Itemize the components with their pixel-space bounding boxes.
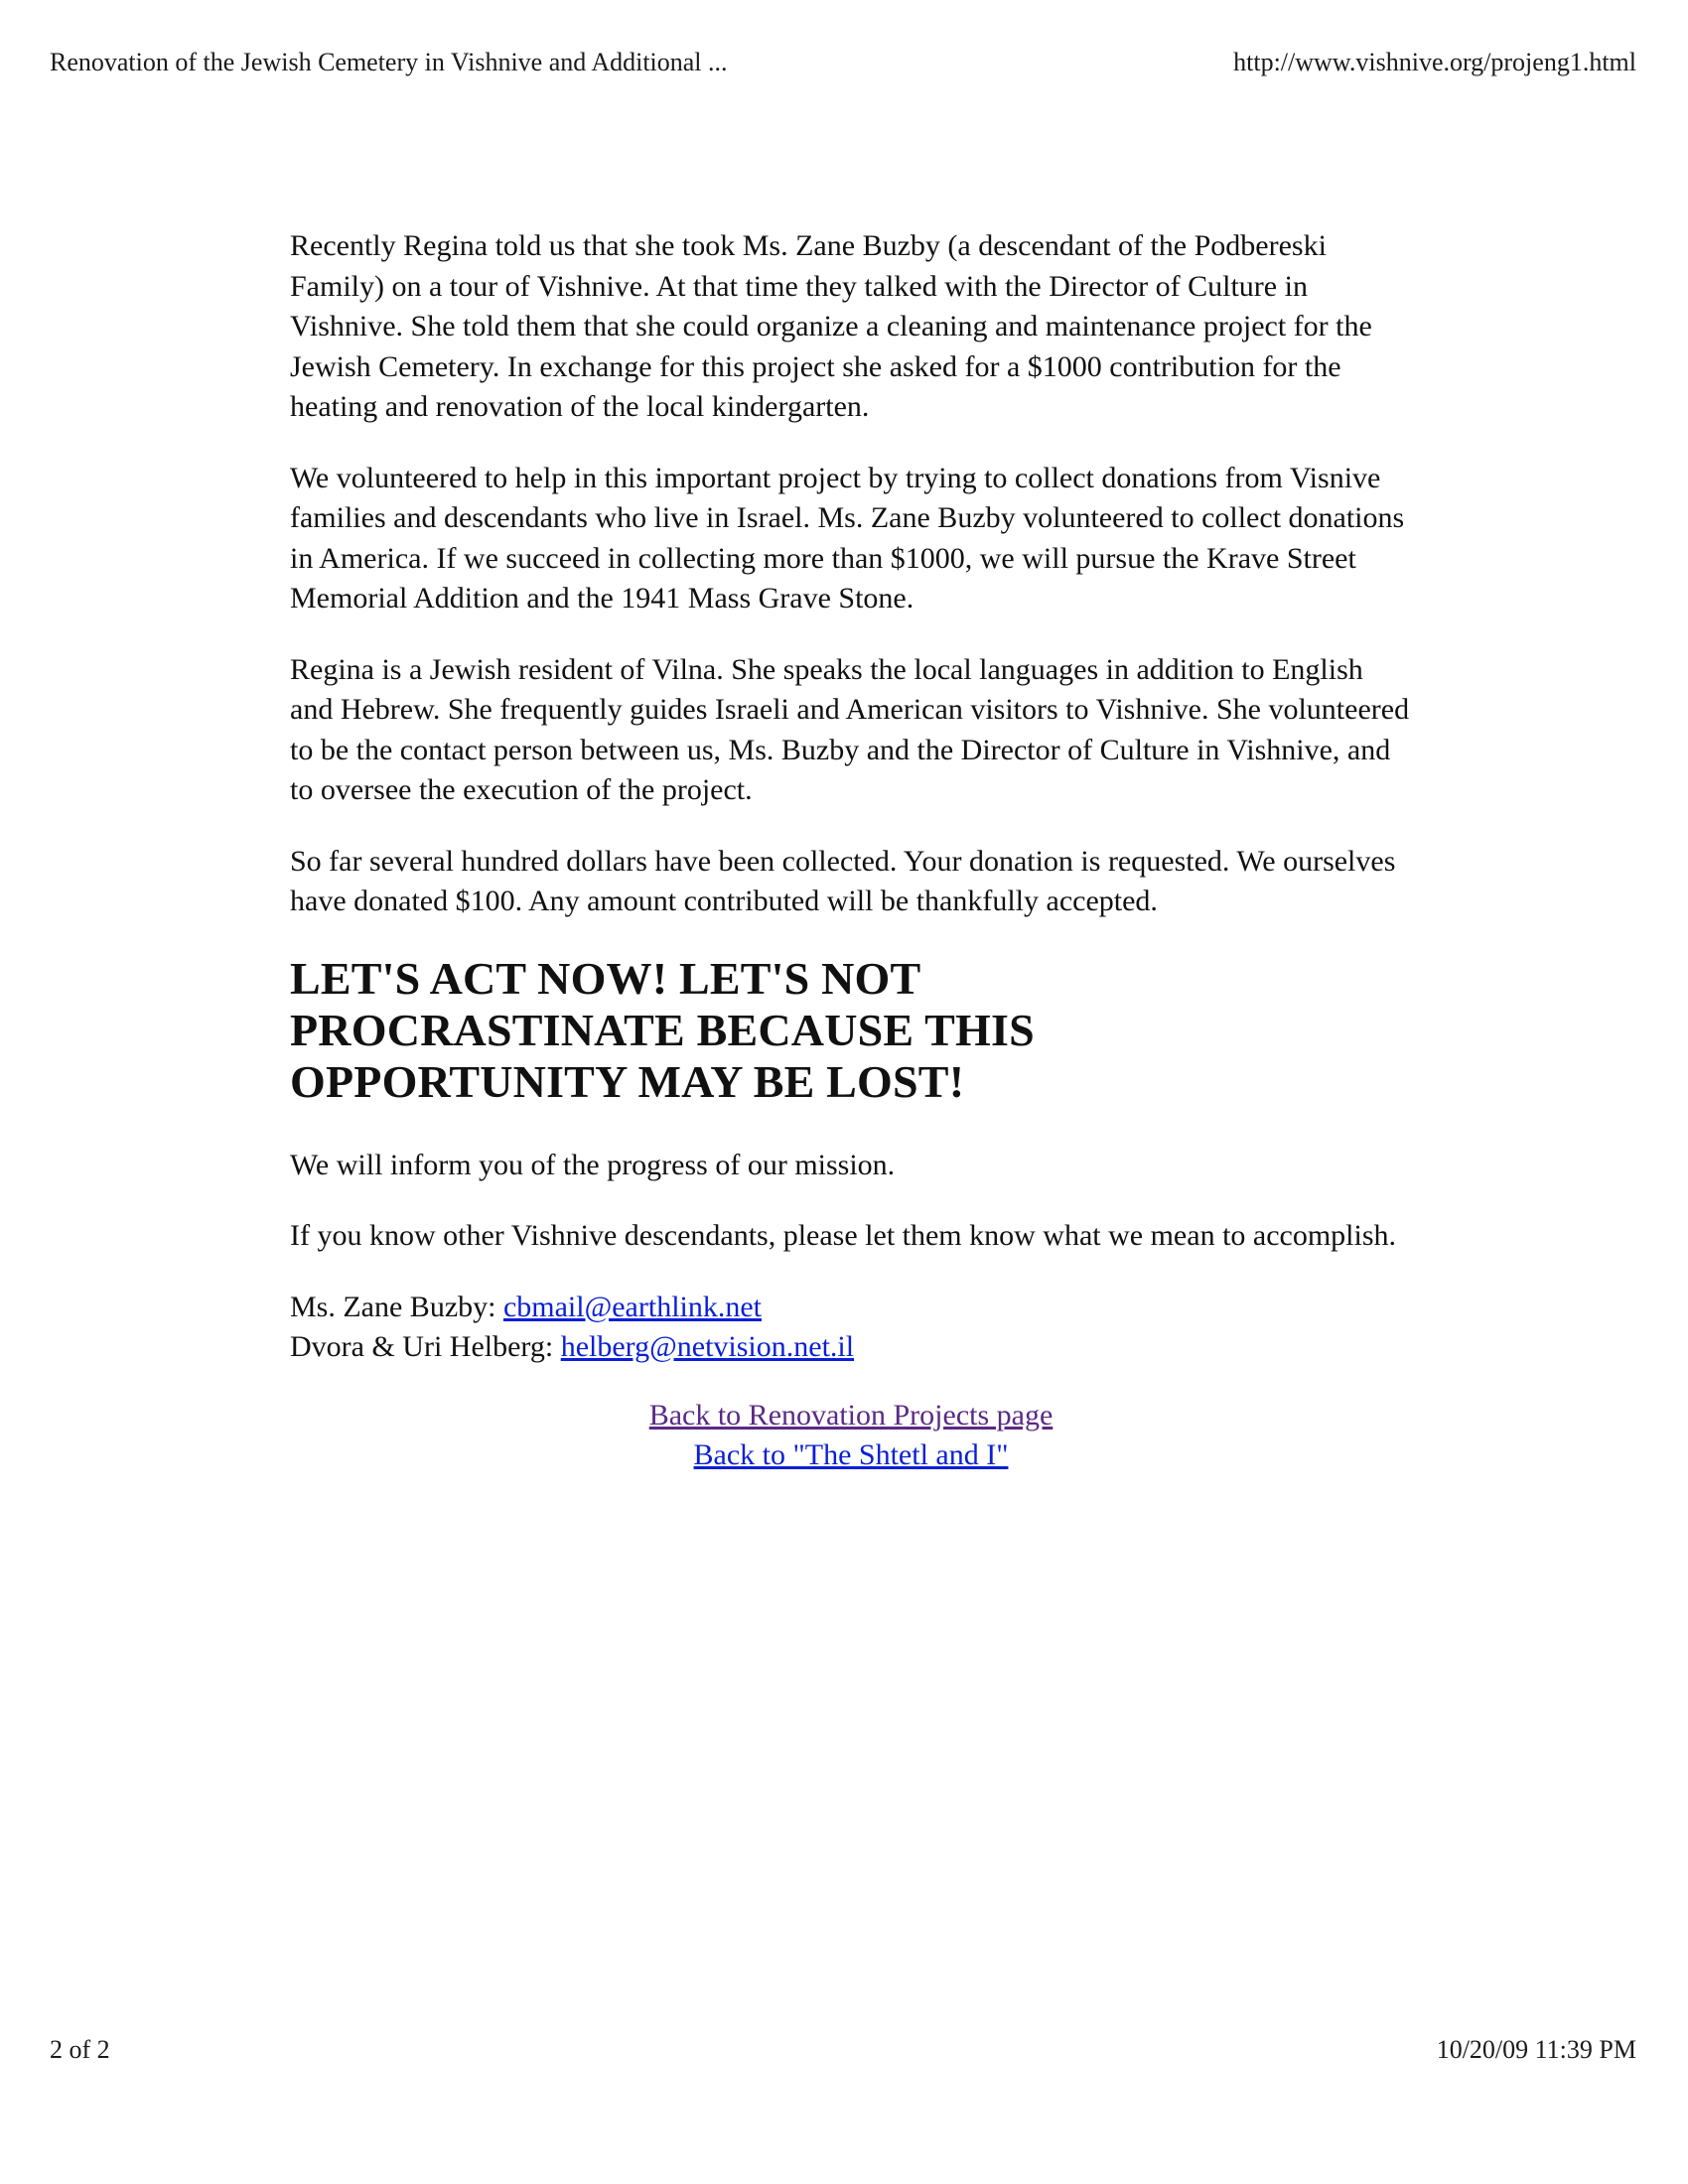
- paragraph-regina-tour: Recently Regina told us that she took Ms. Zane Buzby (a descendant of the Podbereski Family) on a tour of Vishnive. At that time they talked with the Director of Culture in Vishnive. She told them that she could organize a cleaning and maintenance project for the Jewish Cemetery. In exchange for this project she asked for a $1000 contribution for the heating and renovation of the local kindergarten.: [290, 229, 1372, 423]
- print-footer: [50, 2035, 1636, 2065]
- contact-buzby-email-link[interactable]: cbmail@earthlink.net: [502, 1290, 763, 1323]
- print-header: [50, 48, 1636, 77]
- headline-line-3: OPPORTUNITY MAY BE LOST!: [290, 1055, 965, 1107]
- print-header-url: http://www.vishnive.org/projeng1.html: [1233, 48, 1636, 76]
- page-content: [290, 226, 1412, 1476]
- back-to-renovation-projects-link[interactable]: Back to Renovation Projects page: [648, 1398, 1054, 1432]
- contact-helberg-label: Dvora & Uri Helberg:: [290, 1330, 561, 1363]
- paragraph-other-descendants: If you know other Vishnive descendants, please let them know what we mean to accomplish.: [290, 1219, 1397, 1252]
- call-to-action-headline: [290, 953, 1412, 1108]
- print-header-title: Renovation of the Jewish Cemetery in Vishnive and Additional ...: [50, 48, 728, 76]
- paragraph-regina-resident: Regina is a Jewish resident of Vilna. She speaks the local languages in addition to English and Hebrew. She frequently guides Israeli and American visitors to Vishnive. She volunteered to be the contact person between us, Ms. Buzby and the Director of Culture in Vishnive, and to oversee the execution of the project.: [290, 652, 1410, 806]
- contact-buzby-label: Ms. Zane Buzby:: [290, 1290, 503, 1323]
- paragraph-donations: So far several hundred dollars have been collected. Your donation is requested. We ourselves have donated $100. Any amount contributed will be thankfully accepted.: [290, 844, 1396, 917]
- headline-line-2: PROCRASTINATE BECAUSE THIS: [290, 1004, 1035, 1055]
- headline-line-1: LET'S ACT NOW! LET'S NOT: [290, 952, 921, 1004]
- navigation-links: [290, 1396, 1412, 1476]
- contact-helberg-email-link[interactable]: helberg@netvision.net.il: [560, 1330, 855, 1363]
- contact-list: [290, 1288, 1412, 1368]
- contact-helberg: [290, 1327, 1412, 1368]
- print-footer-datetime: 10/20/09 11:39 PM: [1436, 2035, 1636, 2064]
- paragraph-inform-progress: We will inform you of the progress of our mission.: [290, 1148, 896, 1181]
- contact-buzby: [290, 1288, 1412, 1328]
- print-footer-page: 2 of 2: [50, 2035, 110, 2064]
- paragraph-volunteered: We volunteered to help in this important project by trying to collect donations from Visnive families and descendants who live in Israel. Ms. Zane Buzby volunteered to collect donations in America. If we succeed in collecting more than $1000, we will pursue the Krave Street Memorial Addition and the 1941 Mass Grave Stone.: [290, 461, 1405, 614]
- back-to-shtetl-link[interactable]: Back to "The Shtetl and I": [693, 1438, 1009, 1471]
